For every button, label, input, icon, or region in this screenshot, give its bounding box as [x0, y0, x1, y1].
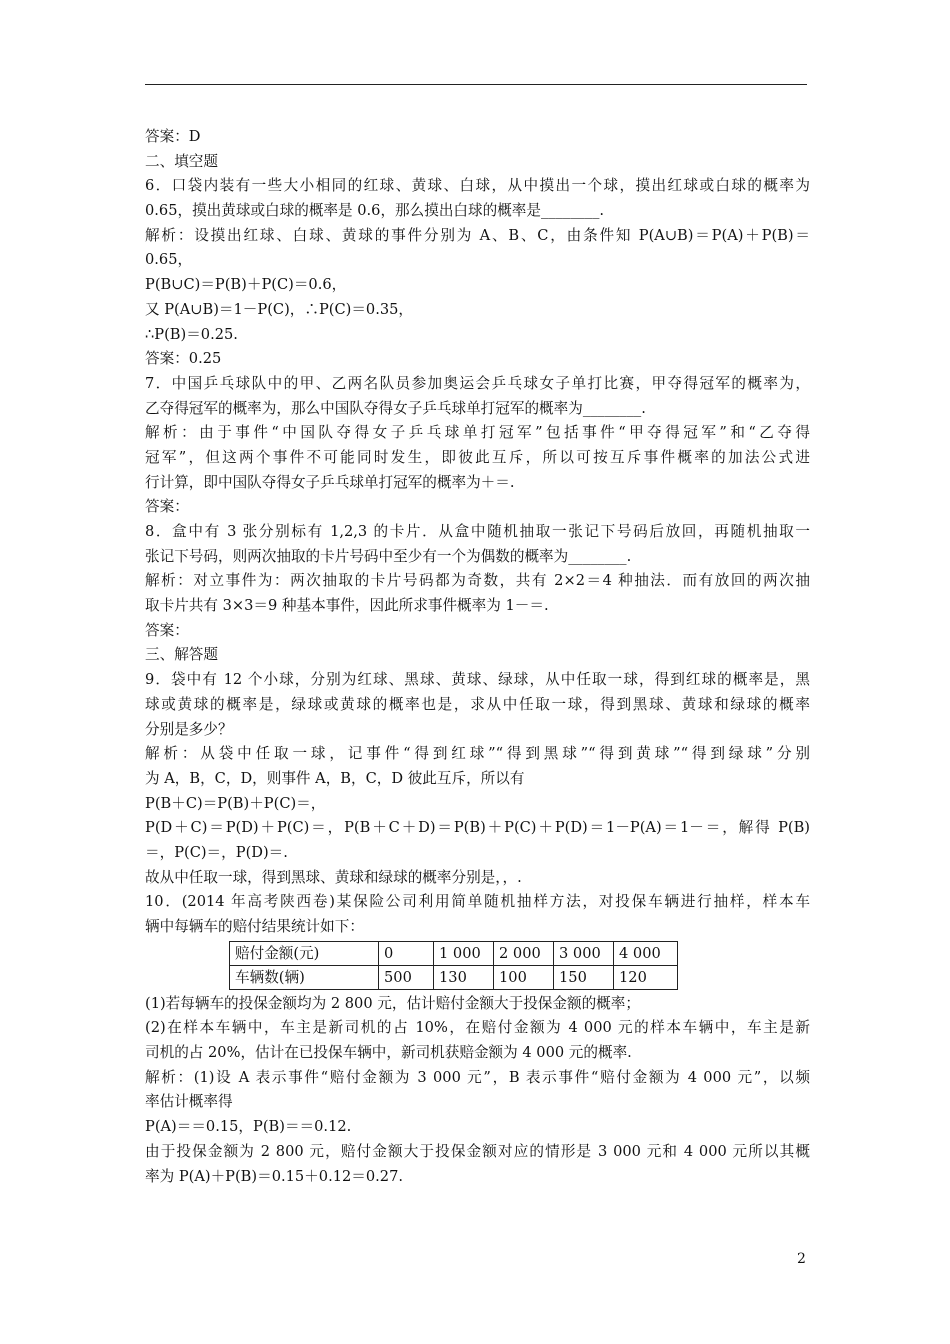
text-line: 故从中任取一球，得到黑球、黄球和绿球的概率分别是，，. — [145, 868, 522, 886]
table-row — [230, 941, 678, 965]
page-number: 2 — [797, 1251, 806, 1267]
text-line: 6．口袋内装有一些大小相同的红球、黄球、白球，从中摸出一个球，摸出红球或白球的概率为 — [145, 177, 810, 195]
table-cell: 车辆数(辆) — [230, 965, 379, 989]
text-line: 冠军”，但这两个事件不可能同时发生，即彼此互斥，所以可按互斥事件概率的加法公式进 — [145, 448, 810, 466]
table-cell: 500 — [379, 965, 434, 989]
text-line: 率估计概率得 — [145, 1093, 233, 1111]
text-line: 为 A，B，C，D，则事件 A，B，C，D 彼此互斥，所以有 — [145, 769, 525, 787]
text-line: P(B＋C)＝P(B)＋P(C)＝， — [145, 794, 326, 812]
table-cell: 2 000 — [494, 941, 554, 965]
table-cell: 赔付金额(元) — [230, 941, 379, 965]
text-line: (2)在样本车辆中，车主是新司机的占 10%，在赔付金额为 4 000 元的样本车辆中，车主是新 — [145, 1019, 810, 1037]
text-line: 球或黄球的概率是，绿球或黄球的概率也是，求从中任取一球，得到黑球、黄球和绿球的概率 — [145, 695, 810, 713]
text-line: 解析：设摸出红球、白球、黄球的事件分别为 A、B、C，由条件知 P(A∪B)＝P(A)＋P(B)＝ — [145, 226, 810, 244]
document-body — [145, 125, 810, 1189]
text-line: 0.65，摸出黄球或白球的概率是 0.6，那么摸出白球的概率是________. — [145, 202, 605, 220]
text-line: 又 P(A∪B)＝1－P(C)，∴P(C)＝0.35， — [145, 300, 414, 318]
text-line: 率为 P(A)＋P(B)＝0.15＋0.12＝0.27. — [145, 1167, 403, 1185]
section-heading: 三、解答题 — [145, 646, 218, 664]
text-line: 解析：由于事件“中国队夺得女子乒乓球单打冠军”包括事件“甲夺得冠军”和“乙夺得 — [145, 424, 810, 442]
text-line: 7．中国乒乓球队中的甲、乙两名队员参加奥运会乒乓球女子单打比赛，甲夺得冠军的概率为， — [145, 374, 810, 392]
text-line: 辆中每辆车的赔付结果统计如下： — [145, 918, 364, 935]
table-cell: 120 — [614, 965, 678, 989]
text-line: 分别是多少？ — [145, 720, 233, 738]
text-line: 取卡片共有 3×3＝9 种基本事件，因此所求事件概率为 1－＝. — [145, 597, 549, 615]
text-line: 8．盒中有 3 张分别标有 1,2,3 的卡片．从盒中随机抽取一张记下号码后放回，再随机抽取一 — [145, 523, 810, 540]
claims-table — [229, 941, 678, 990]
text-line: 行计算，即中国队夺得女子乒乓球单打冠军的概率为＋＝. — [145, 473, 515, 491]
text-line: 由于投保金额为 2 800 元，赔付金额大于投保金额对应的情形是 3 000 元和 4 000 元所以其概 — [145, 1142, 810, 1160]
table-row — [230, 965, 678, 989]
text-line: 答案： — [145, 621, 189, 639]
text-line: ∴P(B)＝0.25. — [145, 325, 238, 343]
text-line: (1)若每辆车的投保金额均为 2 800 元，估计赔付金额大于投保金额的概率； — [145, 994, 640, 1012]
text-line: 0.65， — [145, 251, 193, 269]
table-cell: 130 — [434, 965, 494, 989]
table-cell: 4 000 — [614, 941, 678, 965]
text-line: ＝，P(C)＝，P(D)＝. — [145, 843, 288, 861]
table-cell: 3 000 — [554, 941, 614, 965]
text-line: 解析：从袋中任取一球，记事件“得到红球”“得到黑球”“得到黄球”“得到绿球”分别 — [145, 745, 810, 763]
header-rule — [145, 84, 807, 85]
table-cell: 1 000 — [434, 941, 494, 965]
text-line: 答案： — [145, 498, 189, 516]
section-heading: 二、填空题 — [145, 152, 218, 170]
text-line: 答案：D — [145, 128, 201, 145]
text-line: 张记下号码，则两次抽取的卡片号码中至少有一个为偶数的概率为________. — [145, 547, 632, 565]
text-line: 10．(2014 年高考陕西卷)某保险公司利用简单随机抽样方法，对投保车辆进行抽样，样本车 — [145, 893, 810, 911]
text-line: 答案：0.25 — [145, 350, 222, 368]
text-line: P(A)＝＝0.15，P(B)＝＝0.12. — [145, 1118, 352, 1136]
table-cell: 100 — [494, 965, 554, 989]
text-line: P(B∪C)＝P(B)＋P(C)＝0.6， — [145, 276, 347, 294]
text-line: P(D＋C)＝P(D)＋P(C)＝，P(B＋C＋D)＝P(B)＋P(C)＋P(D)＝1－P(A)＝1－＝，解得 P(B) — [145, 819, 810, 837]
text-line: 乙夺得冠军的概率为，那么中国队夺得女子乒乓球单打冠军的概率为________. — [145, 399, 646, 417]
text-line: 解析：(1)设 A 表示事件“赔付金额为 3 000 元”，B 表示事件“赔付金额为 4 000 元”，以频 — [145, 1068, 810, 1086]
text-line: 9．袋中有 12 个小球，分别为红球、黑球、黄球、绿球，从中任取一球，得到红球的概率是，黑 — [145, 671, 810, 689]
table-cell: 0 — [379, 941, 434, 965]
text-line: 司机的占 20%，估计在已投保车辆中，新司机获赔金额为 4 000 元的概率. — [145, 1044, 632, 1062]
text-line: 解析：对立事件为：两次抽取的卡片号码都为奇数，共有 2×2＝4 种抽法．而有放回的两次抽 — [145, 572, 810, 590]
table-cell: 150 — [554, 965, 614, 989]
